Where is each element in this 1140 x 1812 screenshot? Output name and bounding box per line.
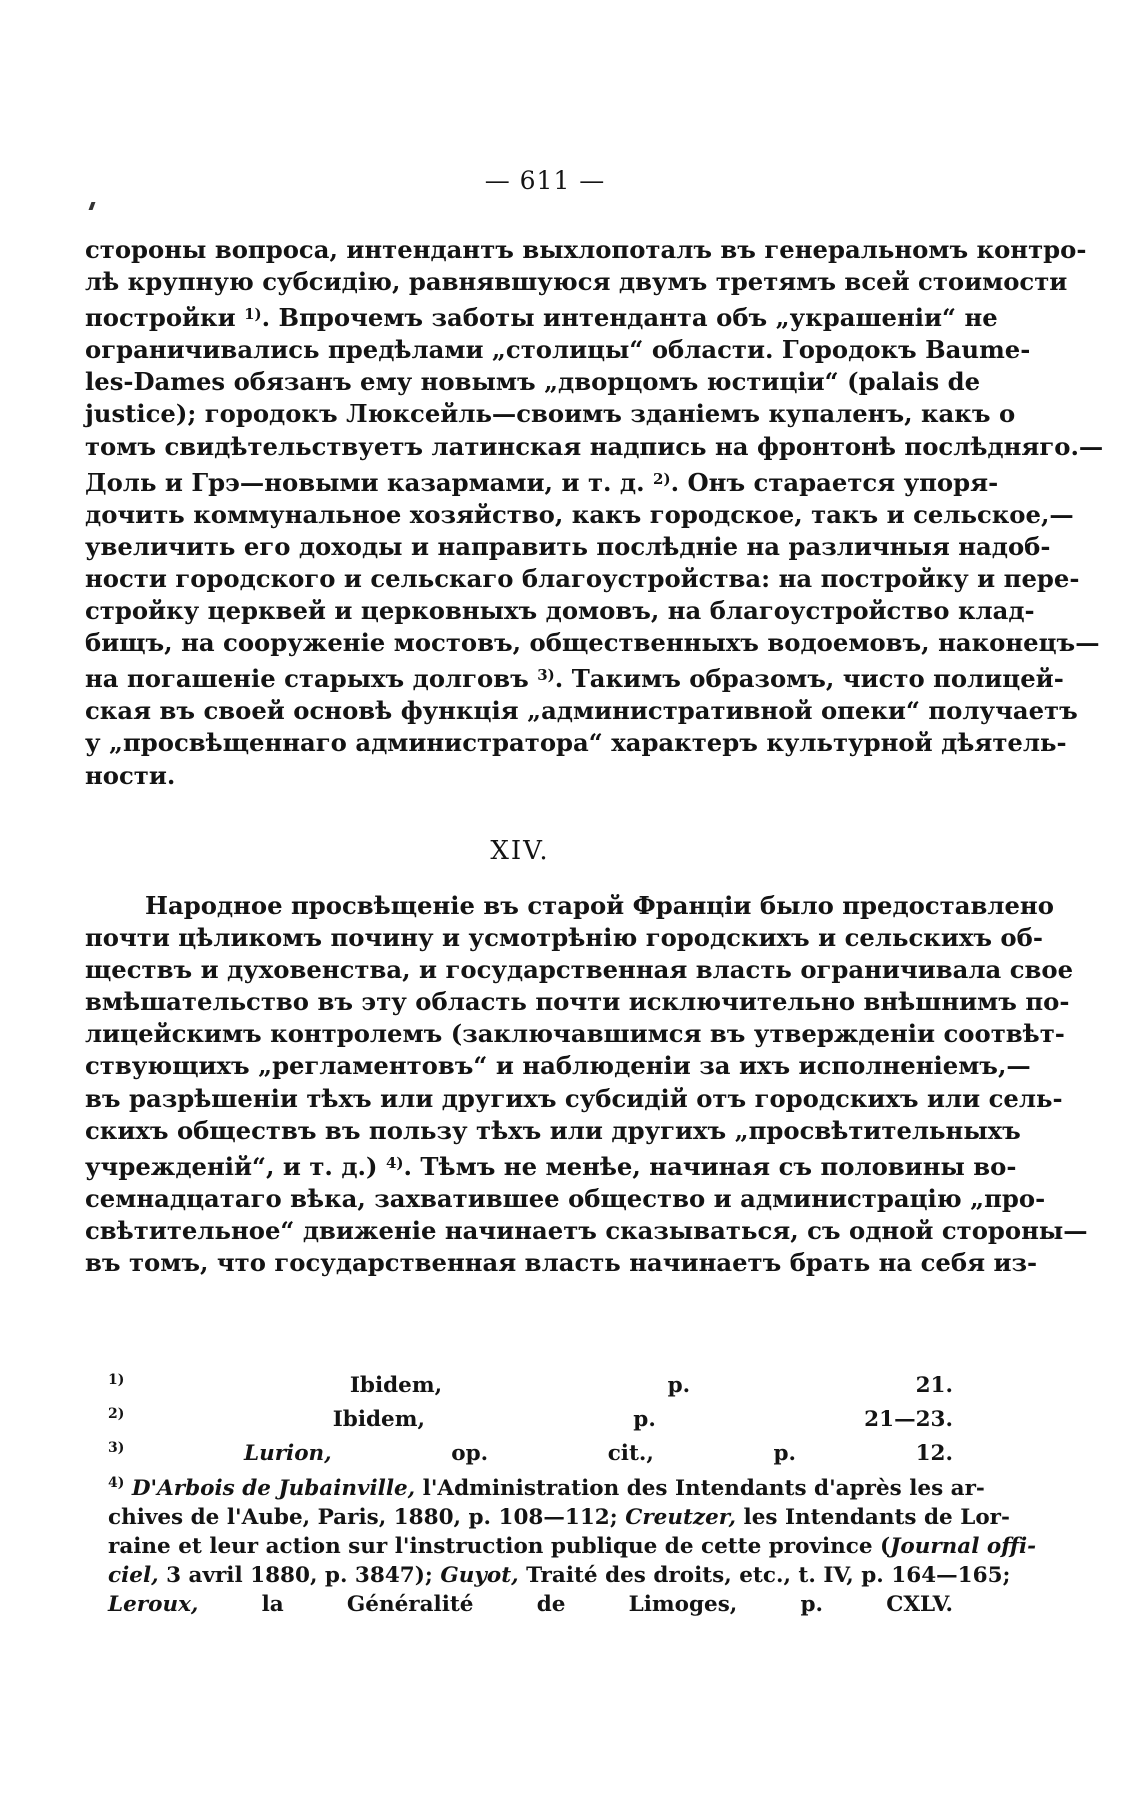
footnote-4-line-1 (108, 1469, 985, 1503)
text-line: Народное просвѣщеніе въ старой Франціи было предоставлено (145, 891, 1054, 920)
footnote-reference: 2) (653, 469, 671, 488)
footnote-text: op. cit., p. 12. (451, 1441, 953, 1467)
footnote-text: chives de l'Aube, Paris, 1880, p. 108—112; (108, 1504, 618, 1530)
text-line: ская въ своей основѣ функція „административной опеки“ получаетъ (85, 696, 1078, 726)
paragraph-1 (85, 234, 1104, 792)
text-line: les-Dames обязанъ ему новымъ „дворцомъ юстиціи“ (palais de (85, 367, 981, 397)
text-line (85, 1147, 1017, 1183)
text-line: лицейскимъ контролемъ (заключавшимся въ утвержденіи соотвѣт- (85, 1019, 1065, 1049)
text-segment: . Впрочемъ заботы интенданта объ „украшеніи“ не (261, 303, 998, 333)
footnote-journal: ciel, (108, 1563, 159, 1589)
page-number: — 611 — (484, 166, 606, 195)
text-line: дочить коммунальное хозяйство, какъ городское, такъ и сельское,— (85, 499, 1074, 529)
text-segment: . Онъ старается упоря- (670, 467, 999, 497)
text-line: семнадцатаго вѣка, захватившее общество и администрацію „про- (85, 1183, 1046, 1213)
text-line: почти цѣликомъ почину и усмотрѣнію городскихъ и сельскихъ об- (85, 923, 1043, 953)
footnote-text: la Généralité de Limoges, p. CXLV. (261, 1592, 953, 1618)
text-line (85, 298, 998, 334)
text-segment: Доль и Грэ—новыми казармами, и т. д. (85, 467, 654, 497)
text-line (85, 659, 1064, 695)
footnotes (108, 1366, 1037, 1620)
text-line: скихъ обществъ въ пользу тѣхъ или другихъ „просвѣтительныхъ (85, 1115, 1021, 1145)
footnote-mark: 3) (108, 1440, 125, 1457)
text-segment: учрежденій“, и т. д.) (85, 1151, 386, 1181)
text-line: ствующихъ „регламентовъ“ и наблюденіи за ихъ исполненіемъ,— (85, 1051, 1031, 1081)
text-segment: . Тѣмъ не менѣе, начиная съ половины во- (403, 1151, 1017, 1181)
text-line: ности городского и сельскаго благоустройства: на постройку и пере- (85, 563, 1080, 593)
footnote-mark: 4) (108, 1474, 125, 1491)
text-line: увеличить его доходы и направить послѣдніе на различныя надоб- (85, 531, 1051, 561)
footnote-mark: 2) (108, 1406, 125, 1423)
text-line: въ разрѣшеніи тѣхъ или другихъ субсидій отъ городскихъ или сель- (85, 1083, 1063, 1113)
text-segment: . Такимъ образомъ, чисто полицей- (554, 664, 1064, 694)
footnote-text: les Intendants de Lor- (743, 1504, 1010, 1530)
footnote-1 (108, 1366, 953, 1400)
text-line: justice); городокъ Люксейль—своимъ зданіемъ купаленъ, какъ о (85, 399, 1016, 429)
footnote-2 (108, 1400, 953, 1434)
text-line: вмѣшательство въ эту область почти исключительно внѣшнимъ по- (85, 987, 1070, 1017)
footnote-author: Lurion, (243, 1441, 332, 1467)
section-heading: XIV. (490, 836, 550, 866)
text-line: стройку церквей и церковныхъ домовъ, на благоустройство клад- (85, 596, 1035, 626)
footnote-reference: 1) (244, 305, 262, 324)
text-line: у „просвѣщеннаго администратора“ характеръ культурной дѣятель- (85, 728, 1067, 758)
text-line: стороны вопроса, интендантъ выхлопоталъ въ генеральномъ контро- (85, 235, 1087, 264)
footnote-3 (108, 1434, 953, 1468)
footnote-text: Ibidem, p. 21. (349, 1373, 953, 1398)
footnote-author: D'Arbois de Jubainville, (131, 1475, 416, 1501)
footnote-text: 3 avril 1880, p. 3847); (166, 1563, 433, 1589)
footnote-journal: Journal offi- (890, 1534, 1037, 1560)
text-line: въ томъ, что государственная власть начинаетъ брать на себя из- (85, 1248, 1038, 1278)
text-line: ограничивались предѣлами „столицы“ области. Городокъ Baume- (85, 335, 1031, 365)
footnote-author: Guyot, (440, 1563, 519, 1589)
text-line: ности. (85, 760, 176, 790)
text-segment: постройки (85, 303, 245, 333)
text-segment: на погашеніе старыхъ долговъ (85, 664, 538, 694)
footnote-4-line-3 (108, 1532, 1037, 1561)
text-line: бищъ, на сооруженіе мостовъ, общественныхъ водоемовъ, наконецъ— (85, 628, 1100, 658)
text-line (85, 463, 999, 499)
footnote-author: Leroux, (108, 1592, 199, 1618)
footnote-mark: 1) (108, 1372, 125, 1388)
footnote-text: Ibidem, p. 21—23. (332, 1407, 953, 1433)
stray-ink-mark (89, 202, 96, 210)
footnote-text: l'Administration des Intendants d'après les ar- (422, 1475, 985, 1501)
footnote-4-line-2 (108, 1503, 1010, 1532)
footnote-author: Creutzer, (625, 1504, 737, 1530)
paragraph-2 (85, 890, 1088, 1279)
footnote-text: Traité des droits, etc., t. IV, p. 164—165; (526, 1563, 1011, 1589)
text-line: лѣ крупную субсидію, равнявшуюся двумъ третямъ всей стоимости (85, 267, 1068, 297)
footnote-text: raine et leur action sur l'instruction publique de cette province ( (108, 1534, 891, 1560)
footnote-reference: 4) (385, 1153, 404, 1172)
footnote-reference: 3) (537, 666, 555, 685)
footnote-4-line-4 (108, 1561, 1011, 1590)
text-line: свѣтительное“ движеніе начинаетъ сказываться, съ одной стороны— (85, 1215, 1088, 1245)
text-line: томъ свидѣтельствуетъ латинская надпись на фронтонѣ послѣдняго.— (85, 431, 1104, 461)
footnote-4-line-5 (108, 1590, 953, 1619)
text-line: ществъ и духовенства, и государственная власть ограничивала свое (85, 955, 1074, 985)
